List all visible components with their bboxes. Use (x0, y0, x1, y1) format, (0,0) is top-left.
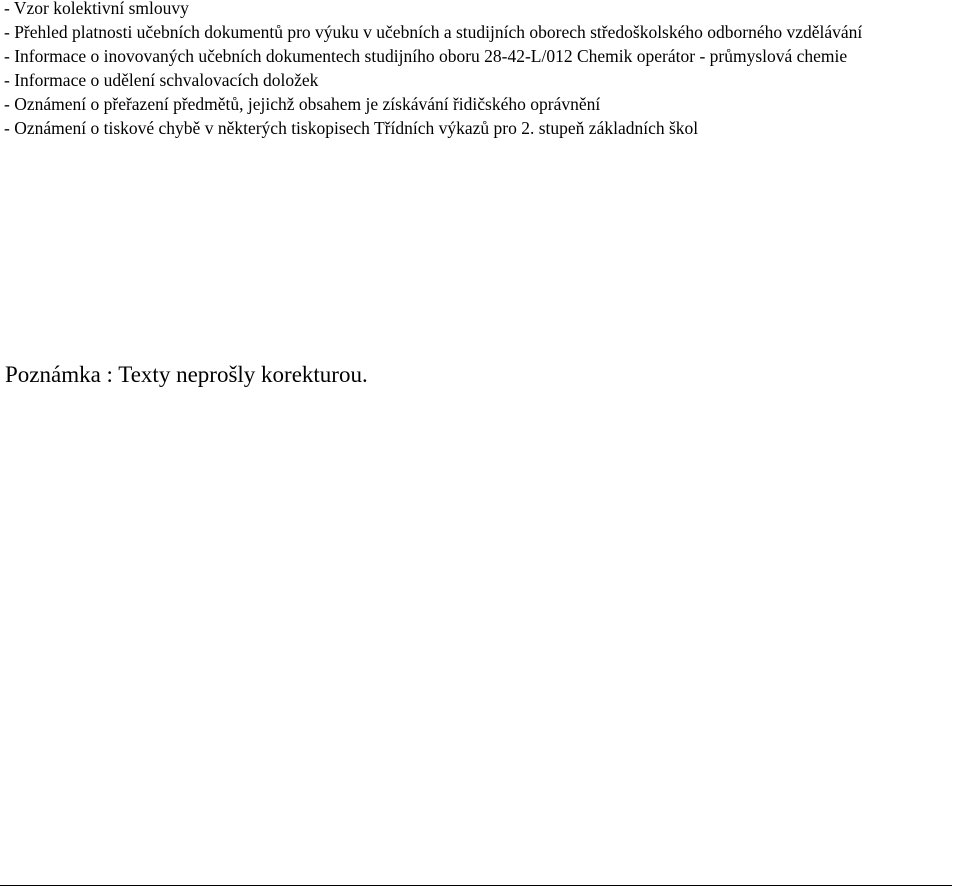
list-item: - Informace o inovovaných učebních dokumentech studijního oboru 28-42-L/012 Chemik operátor - průmyslová chemie (4, 46, 848, 66)
list-item: - Vzor kolektivní smlouvy (4, 0, 189, 18)
list-item: - Oznámení o tiskové chybě v některých tiskopisech Třídních výkazů pro 2. stupeň základních škol (4, 118, 699, 138)
footer-divider (0, 885, 952, 886)
list-item: - Přehled platnosti učebních dokumentů pro výuku v učebních a studijních oborech středoškolského odborného vzdělávání (4, 22, 863, 42)
list-item: - Oznámení o přeřazení předmětů, jejichž obsahem je získávání řidičského oprávnění (4, 94, 601, 114)
announcement-list (4, 0, 956, 140)
list-item: - Informace o udělení schvalovacích doložek (4, 70, 319, 90)
proofreading-note: Poznámka : Texty neprošly korekturou. (5, 362, 368, 387)
